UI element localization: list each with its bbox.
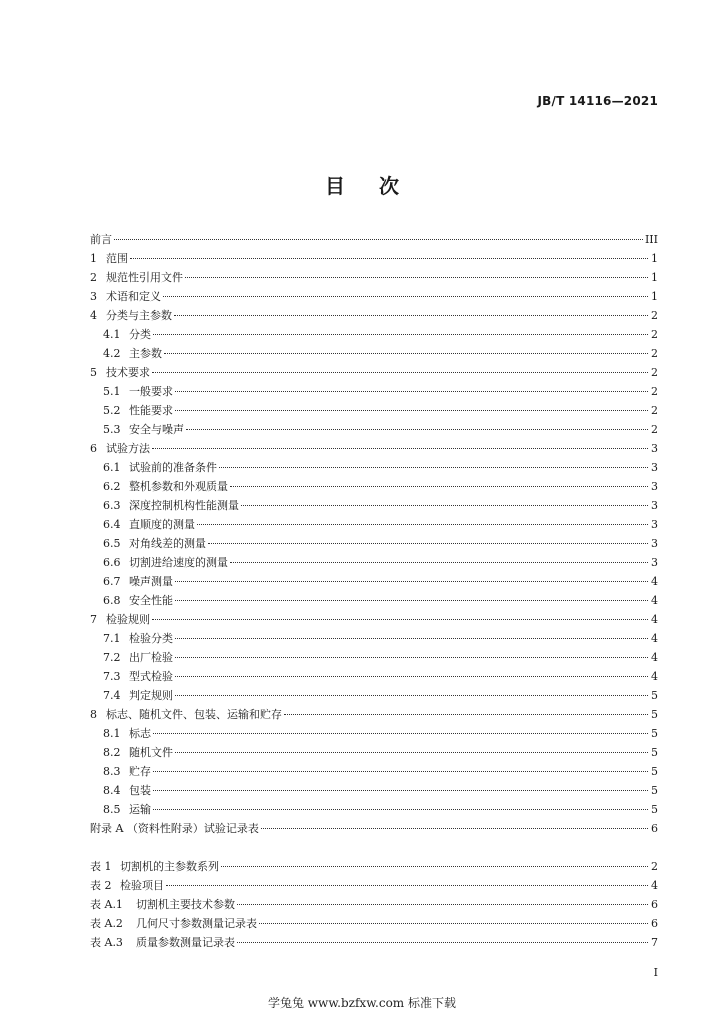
dot-leader (241, 504, 648, 506)
entry-page-number: 5 (651, 689, 658, 702)
entry-title: 几何尺寸参数测量记录表 (136, 917, 257, 930)
table-of-contents (90, 230, 658, 838)
entry-title: 包装 (129, 784, 151, 797)
dot-leader (175, 599, 648, 601)
entry-page-number: 6 (651, 917, 658, 930)
entry-title: 整机参数和外观质量 (129, 480, 228, 493)
entry-page-number: 5 (651, 784, 658, 797)
dot-leader (186, 428, 648, 430)
title-char-2: 次 (379, 174, 399, 198)
toc-entry[interactable] (90, 572, 658, 591)
toc-entry[interactable] (90, 306, 658, 325)
title-char-1: 目 (325, 174, 345, 198)
entry-number: 6 (90, 442, 97, 455)
entry-title: 检验规则 (106, 613, 150, 626)
entry-title: 噪声测量 (129, 575, 173, 588)
toc-entry[interactable] (90, 667, 658, 686)
entry-number: 6.2 (103, 480, 121, 493)
entry-page-number: 3 (651, 499, 658, 512)
entry-title: 直顺度的测量 (129, 518, 195, 531)
entry-title: 安全与噪声 (129, 423, 184, 436)
toc-entry[interactable] (90, 743, 658, 762)
footer-watermark: 学兔兔 www.bzfxw.com 标准下载 (267, 996, 457, 1010)
entry-title: 检验项目 (120, 879, 164, 892)
entry-page-number: 5 (651, 746, 658, 759)
entry-page-number: 4 (651, 613, 658, 626)
toc-entry[interactable] (90, 344, 658, 363)
dot-leader (153, 732, 648, 734)
entry-page-number: 2 (651, 860, 658, 873)
entry-page-number: 6 (651, 822, 658, 835)
dot-leader (175, 751, 648, 753)
entry-page-number: III (644, 233, 658, 246)
entry-title: 试验方法 (106, 442, 150, 455)
toc-entry[interactable] (90, 268, 658, 287)
toc-entry[interactable] (90, 382, 658, 401)
entry-number: 8.4 (103, 784, 121, 797)
page-title (0, 170, 724, 199)
entry-page-number: 7 (651, 936, 658, 949)
entry-page-number: 2 (651, 328, 658, 341)
toc-entry[interactable] (90, 363, 658, 382)
entry-number: 表 A.2 (90, 917, 123, 930)
entry-title: 性能要求 (129, 404, 173, 417)
entry-title: 试验前的准备条件 (129, 461, 217, 474)
entry-title: 规范性引用文件 (106, 271, 183, 284)
entry-number: 5.1 (103, 385, 121, 398)
entry-number: 5 (90, 366, 97, 379)
entry-number: 7 (90, 613, 97, 626)
entry-number: 6.4 (103, 518, 121, 531)
entry-title: 检验分类 (129, 632, 173, 645)
entry-page-number: 5 (651, 765, 658, 778)
entry-number: 8.3 (103, 765, 121, 778)
toc-entry[interactable] (90, 249, 658, 268)
entry-title: 切割进给速度的测量 (129, 556, 228, 569)
entry-number: 7.4 (103, 689, 121, 702)
toc-entry[interactable] (90, 724, 658, 743)
dot-leader (237, 903, 648, 905)
toc-entry[interactable] (90, 648, 658, 667)
entry-page-number: 1 (651, 290, 658, 303)
entry-number: 5.2 (103, 404, 121, 417)
toc-entry[interactable] (90, 800, 658, 819)
entry-number: 8.5 (103, 803, 121, 816)
entry-page-number: 3 (651, 461, 658, 474)
dot-leader (152, 618, 648, 620)
toc-entry[interactable] (90, 287, 658, 306)
dot-leader (261, 827, 648, 829)
entry-title: 判定规则 (129, 689, 173, 702)
entry-title: 型式检验 (129, 670, 173, 683)
toc-entry[interactable] (90, 591, 658, 610)
table-list-entry[interactable] (90, 895, 658, 914)
entry-number: 7.2 (103, 651, 121, 664)
dot-leader (175, 694, 648, 696)
entry-title: 切割机的主参数系列 (120, 860, 219, 873)
entry-number: 2 (90, 271, 97, 284)
entry-number: 6.5 (103, 537, 121, 550)
dot-leader (152, 447, 648, 449)
entry-page-number: 4 (651, 575, 658, 588)
entry-page-number: 3 (651, 480, 658, 493)
entry-title: 运输 (129, 803, 151, 816)
dot-leader (175, 390, 648, 392)
entry-number: 1 (90, 252, 97, 265)
entry-page-number: 3 (651, 442, 658, 455)
table-list-entry[interactable] (90, 933, 658, 952)
entry-page-number: 5 (651, 727, 658, 740)
entry-page-number: 6 (651, 898, 658, 911)
table-list-entry[interactable] (90, 876, 658, 895)
entry-title: 随机文件 (129, 746, 173, 759)
entry-title: 出厂检验 (129, 651, 173, 664)
dot-leader (208, 542, 648, 544)
entry-title: 分类与主参数 (106, 309, 172, 322)
dot-leader (153, 770, 648, 772)
entry-number: 7.1 (103, 632, 121, 645)
entry-number: 6.8 (103, 594, 121, 607)
dot-leader (163, 295, 648, 297)
entry-title: 前言 (90, 233, 112, 246)
toc-entry[interactable] (90, 610, 658, 629)
entry-title: 技术要求 (106, 366, 150, 379)
toc-entry[interactable] (90, 819, 658, 838)
entry-page-number: 2 (651, 366, 658, 379)
entry-title: 附录 A （资料性附录）试验记录表 (90, 822, 259, 835)
dot-leader (152, 371, 648, 373)
entry-page-number: 4 (651, 594, 658, 607)
entry-number: 6.6 (103, 556, 121, 569)
dot-leader (164, 352, 648, 354)
toc-entry[interactable] (90, 439, 658, 458)
dot-leader (230, 485, 648, 487)
entry-number: 7.3 (103, 670, 121, 683)
entry-number: 8.2 (103, 746, 121, 759)
entry-title: 术语和定义 (106, 290, 161, 303)
dot-leader (153, 789, 648, 791)
entry-page-number: 3 (651, 556, 658, 569)
table-list-entry[interactable] (90, 857, 658, 876)
dot-leader (114, 238, 643, 240)
dot-leader (230, 561, 648, 563)
toc-entry[interactable] (90, 705, 658, 724)
dot-leader (197, 523, 648, 525)
toc-entry[interactable] (90, 686, 658, 705)
list-of-tables (90, 857, 658, 952)
entry-number: 8.1 (103, 727, 121, 740)
entry-page-number: 2 (651, 404, 658, 417)
entry-title: 一般要求 (129, 385, 173, 398)
toc-entry[interactable] (90, 496, 658, 515)
entry-number: 表 A.1 (90, 898, 123, 911)
dot-leader (221, 865, 648, 867)
standard-code: JB/T 14116—2021 (537, 94, 658, 108)
entry-page-number: 2 (651, 385, 658, 398)
entry-title: 贮存 (129, 765, 151, 778)
toc-entry[interactable] (90, 401, 658, 420)
entry-page-number: 2 (651, 309, 658, 322)
entry-page-number: 3 (651, 518, 658, 531)
dot-leader (259, 922, 648, 924)
dot-leader (153, 333, 648, 335)
entry-page-number: 4 (651, 632, 658, 645)
dot-leader (185, 276, 648, 278)
entry-title: 范围 (106, 252, 128, 265)
entry-number: 表 1 (90, 860, 112, 873)
dot-leader (166, 884, 648, 886)
entry-number: 4 (90, 309, 97, 322)
entry-title: 切割机主要技术参数 (136, 898, 235, 911)
toc-entry[interactable] (90, 781, 658, 800)
dot-leader (174, 314, 648, 316)
toc-entry[interactable] (90, 534, 658, 553)
entry-title: 标志 (129, 727, 151, 740)
toc-entry[interactable] (90, 477, 658, 496)
entry-page-number: 2 (651, 347, 658, 360)
entry-page-number: 4 (651, 651, 658, 664)
toc-entry[interactable] (90, 553, 658, 572)
entry-page-number: 1 (651, 252, 658, 265)
entry-number: 6.7 (103, 575, 121, 588)
toc-entry[interactable] (90, 230, 658, 249)
entry-title: 主参数 (129, 347, 162, 360)
entry-title: 深度控制机构性能测量 (129, 499, 239, 512)
page-number: I (653, 966, 658, 979)
entry-title: 分类 (129, 328, 151, 341)
entry-number: 3 (90, 290, 97, 303)
dot-leader (153, 808, 648, 810)
entry-number: 4.2 (103, 347, 121, 360)
toc-entry[interactable] (90, 325, 658, 344)
dot-leader (219, 466, 648, 468)
entry-page-number: 4 (651, 670, 658, 683)
dot-leader (175, 675, 648, 677)
entry-number: 5.3 (103, 423, 121, 436)
toc-entry[interactable] (90, 629, 658, 648)
entry-page-number: 3 (651, 537, 658, 550)
entry-title: 质量参数测量记录表 (136, 936, 235, 949)
dot-leader (175, 656, 648, 658)
toc-entry[interactable] (90, 515, 658, 534)
toc-entry[interactable] (90, 458, 658, 477)
entry-title: 标志、随机文件、包装、运输和贮存 (106, 708, 282, 721)
entry-page-number: 4 (651, 879, 658, 892)
entry-title: 安全性能 (129, 594, 173, 607)
dot-leader (237, 941, 648, 943)
dot-leader (130, 257, 648, 259)
toc-entry[interactable] (90, 420, 658, 439)
dot-leader (284, 713, 648, 715)
dot-leader (175, 409, 648, 411)
entry-page-number: 5 (651, 708, 658, 721)
toc-entry[interactable] (90, 762, 658, 781)
entry-title: 对角线差的测量 (129, 537, 206, 550)
dot-leader (175, 637, 648, 639)
entry-page-number: 2 (651, 423, 658, 436)
entry-page-number: 1 (651, 271, 658, 284)
entry-number: 6.1 (103, 461, 121, 474)
entry-number: 8 (90, 708, 97, 721)
entry-page-number: 5 (651, 803, 658, 816)
entry-number: 表 A.3 (90, 936, 123, 949)
entry-number: 6.3 (103, 499, 121, 512)
dot-leader (175, 580, 648, 582)
table-list-entry[interactable] (90, 914, 658, 933)
entry-number: 4.1 (103, 328, 121, 341)
entry-number: 表 2 (90, 879, 112, 892)
